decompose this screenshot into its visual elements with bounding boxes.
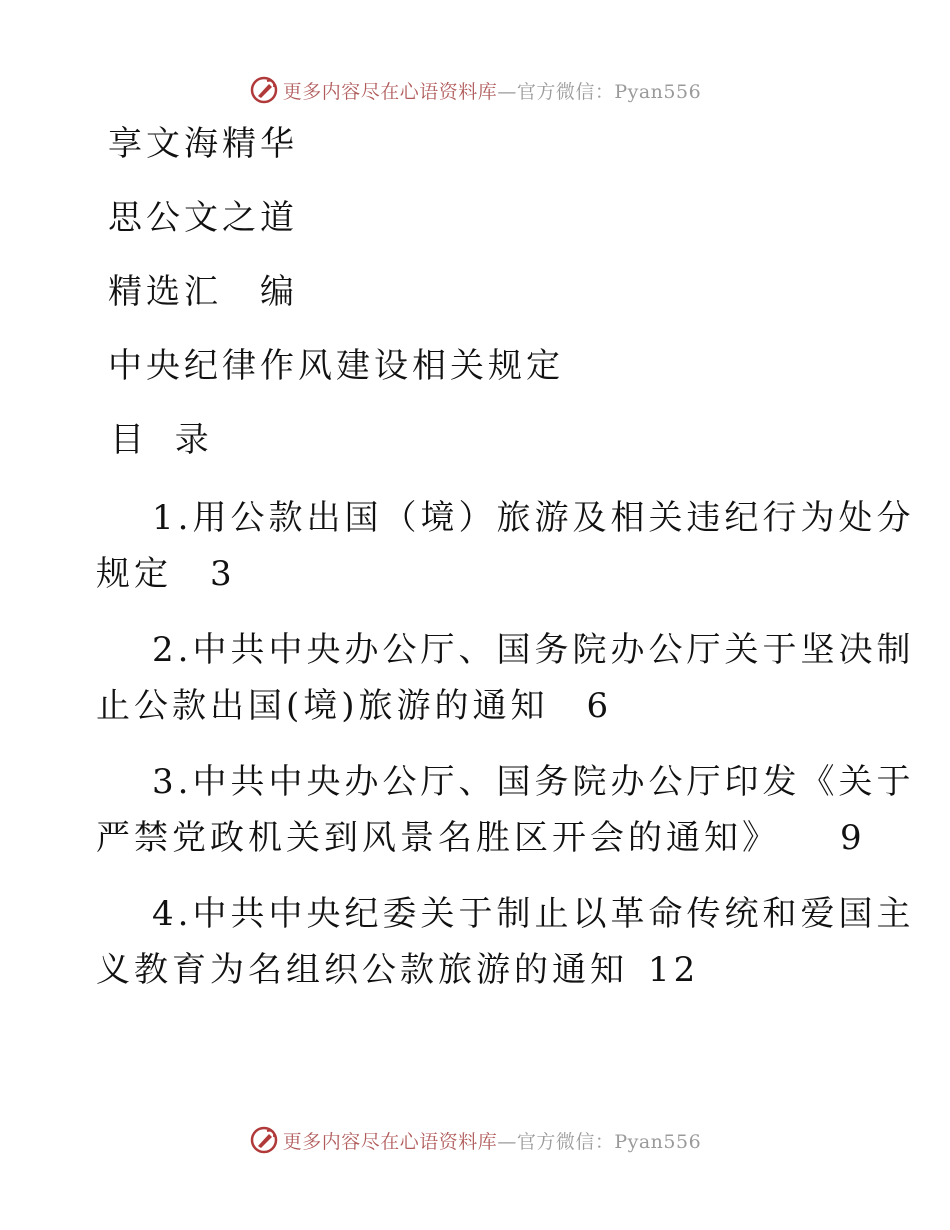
toc-entry-4-page: 12 [648, 950, 700, 990]
bottom-watermark-banner [0, 1120, 950, 1160]
toc-entry-1-page: 3 [210, 554, 236, 594]
pen-logo-icon [249, 75, 279, 105]
toc-entry-3-line1: 3.中共中央办公厅、国务院办公厅印发《关于 [152, 762, 915, 802]
toc-entry-3-page: 9 [840, 818, 866, 858]
document-title: 中央纪律作风建设相关规定 [108, 346, 564, 386]
toc-entry-3-line2: 严禁党政机关到风景名胜区开会的通知》 9 [96, 818, 866, 858]
toc-entry-4-line1: 4.中共中央纪委关于制止以革命传统和爱国主 [152, 894, 915, 934]
header-line-2: 思公文之道 [108, 198, 298, 238]
toc-entry-2-page: 6 [586, 686, 613, 726]
toc-entry-2-line2: 止公款出国(境)旅游的通知 6 [96, 686, 613, 726]
toc-entry-1-line1: 1.用公款出国（境）旅游及相关违纪行为处分 [152, 498, 915, 538]
toc-entry-2-line1: 2.中共中央办公厅、国务院办公厅关于坚决制 [152, 630, 915, 670]
top-watermark-banner [0, 70, 950, 110]
watermark-text: 更多内容尽在心语资料库—官方微信：Pyan556 [282, 80, 702, 103]
watermark-text: 更多内容尽在心语资料库—官方微信：Pyan556 [282, 1130, 702, 1153]
toc-entry-1-line2: 规定 3 [96, 554, 236, 594]
header-line-1: 享文海精华 [108, 124, 298, 164]
toc-heading: 目 录 [110, 420, 219, 460]
header-line-3: 精选汇 编 [108, 272, 298, 312]
pen-logo-icon [249, 1125, 279, 1155]
toc-entry-4-line2: 义教育为名组织公款旅游的通知 12 [96, 950, 700, 990]
